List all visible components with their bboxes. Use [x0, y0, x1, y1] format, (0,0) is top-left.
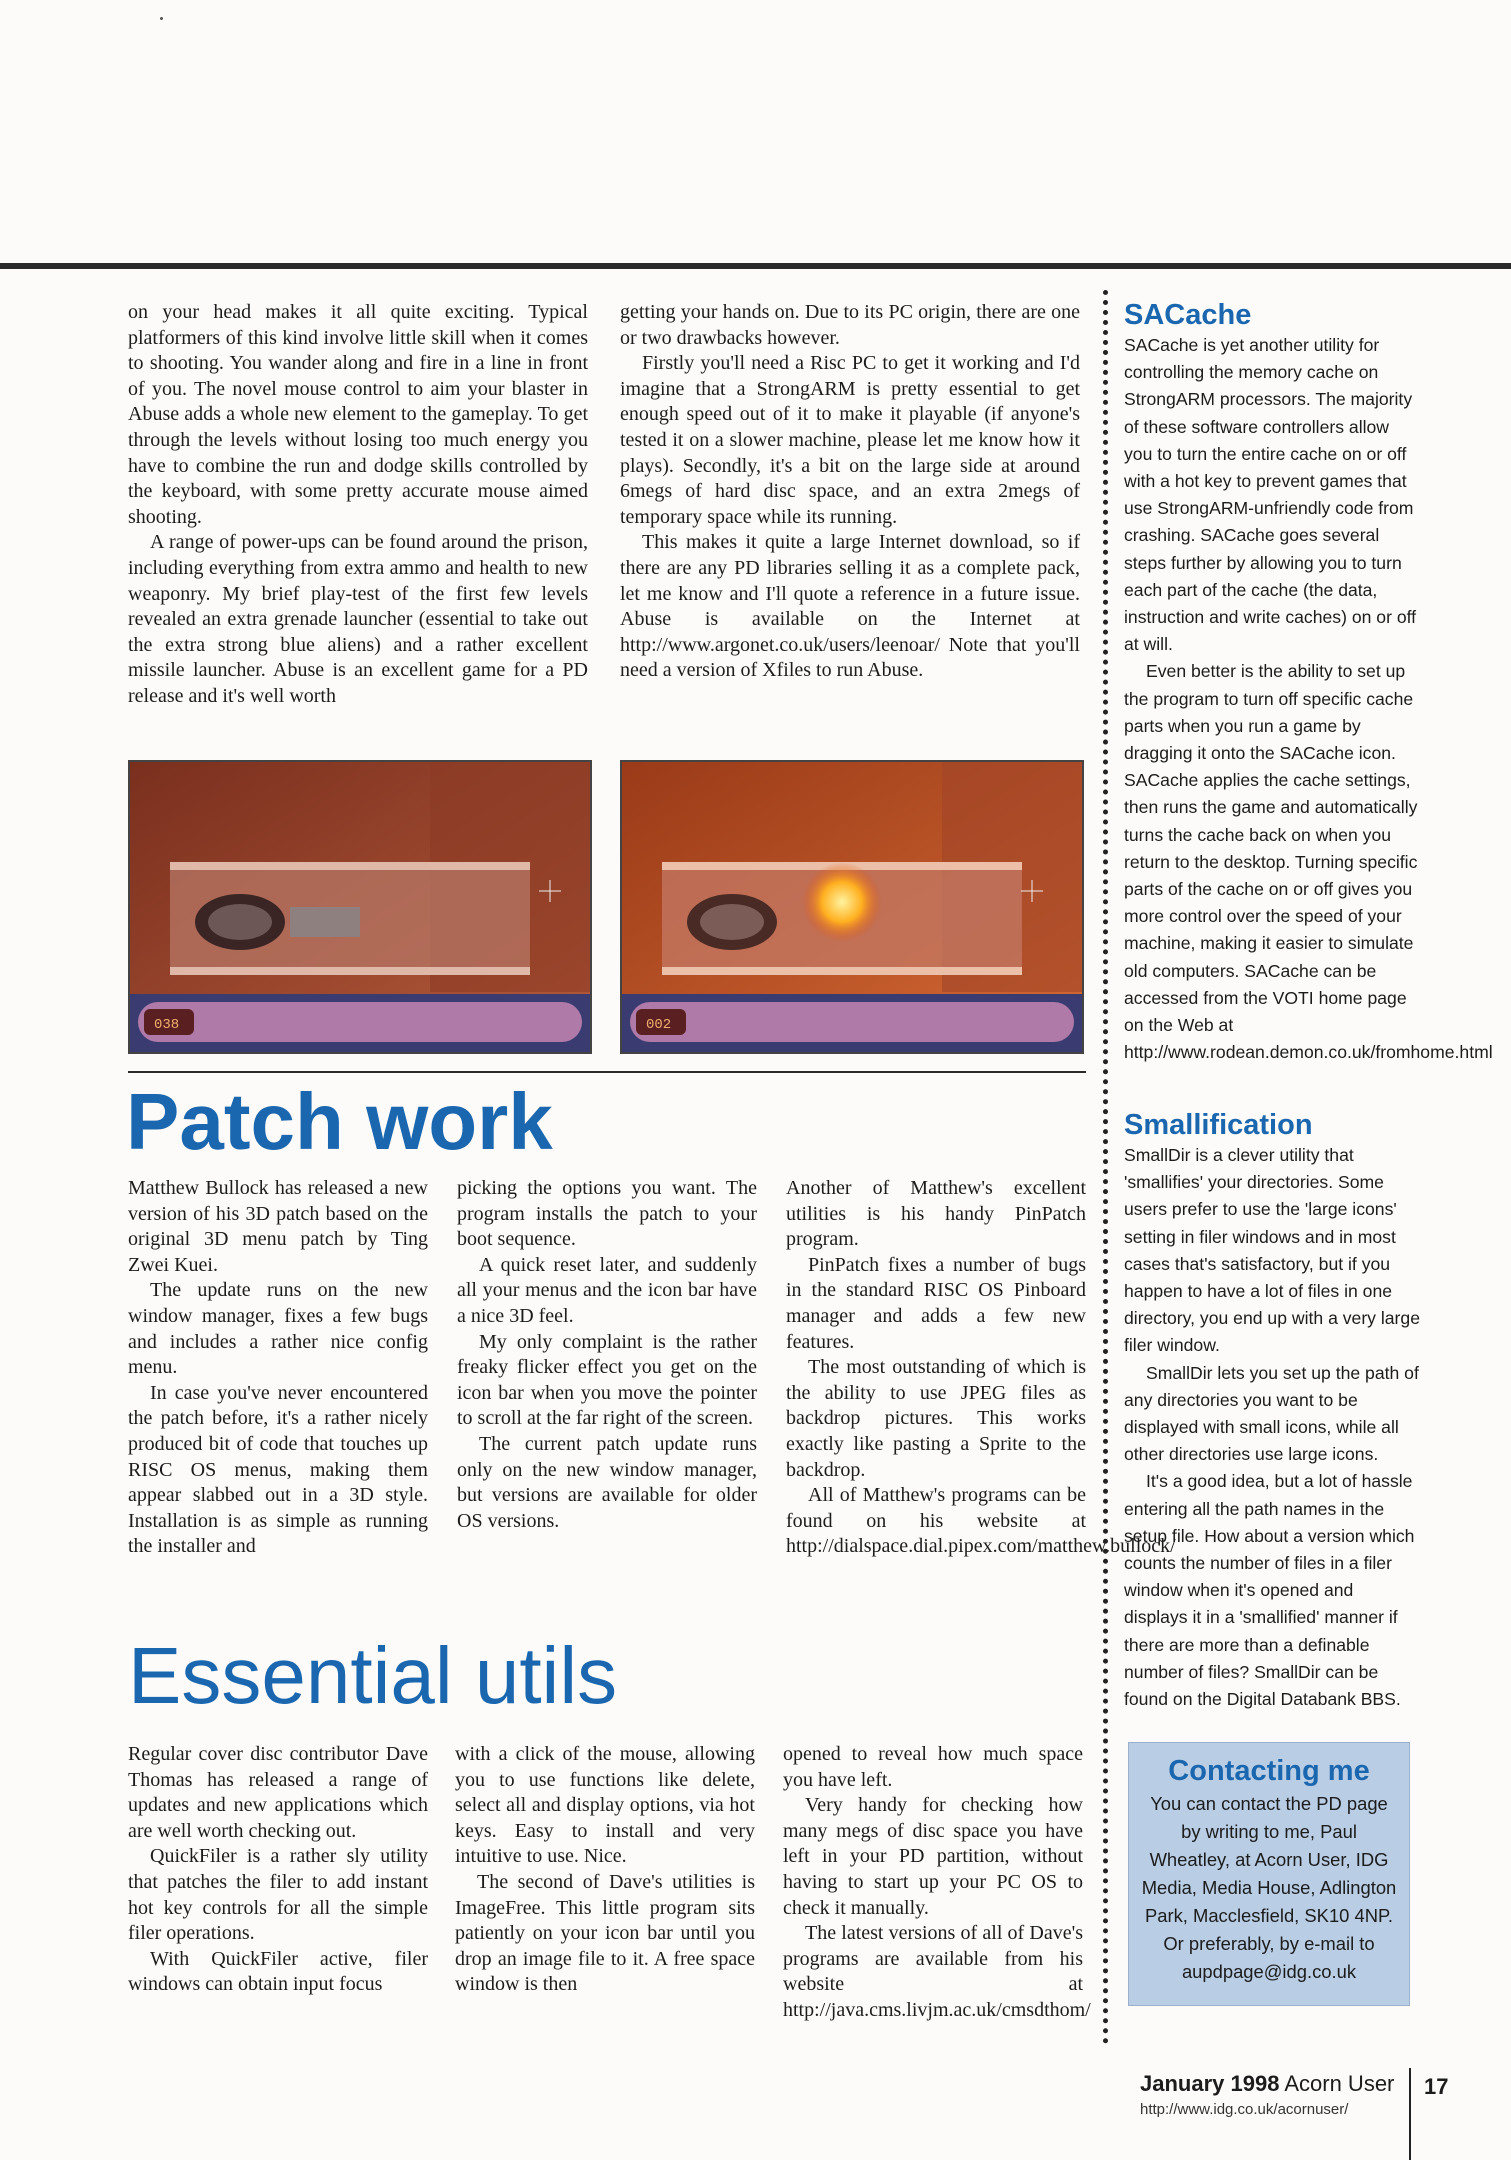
utils-column-3	[783, 1742, 1091, 2024]
patch-work-heading: Patch work	[126, 1077, 553, 1166]
abuse-screenshot-1	[128, 760, 592, 1054]
contact-box	[1128, 1742, 1410, 2006]
paragraph: PinPatch fixes a number of bugs in the standard RISC OS Pinboard manager and adds a few new features.	[786, 1253, 1086, 1353]
paragraph: picking the options you want. The program installs the patch to your boot sequence.	[457, 1177, 757, 1251]
paragraph: Matthew Bullock has released a new version of his 3D patch based on the original 3D menu patch by Ting Zwei Kuei.	[128, 1177, 428, 1276]
paragraph: The second of Dave's utilities is ImageFree. This little program sits patiently on your icon bar until you drop an image file to it. A free space window is then	[455, 1870, 755, 1996]
contact-text: You can contact the PD page by writing to me, Paul Wheatley, at Acorn User, IDG Media, Media House, Adlington Park, Macclesfield, SK10 4NP. Or preferably, by e-mail to aupdpage@idg.co.uk	[1141, 1793, 1397, 1982]
sacache-heading: SACache	[1124, 299, 1252, 331]
paragraph: The current patch update runs only on the new window manager, but versions are available for older OS versions.	[457, 1432, 757, 1532]
paragraph: My only complaint is the rather freaky flicker effect you get on the icon bar when you move the pointer to scroll at the far right of the screen.	[457, 1330, 757, 1430]
paragraph: getting your hands on. Due to its PC origin, there are one or two drawbacks however.	[620, 301, 1080, 349]
ammo-counter: 038	[154, 1017, 180, 1033]
contact-heading: Contacting me	[1168, 1755, 1370, 1787]
patch-column-2	[457, 1176, 757, 1534]
paragraph: QuickFiler is a rather sly utility that patches the filer to add instant hot key controls for all the simple filer operations.	[128, 1845, 428, 1945]
essential-utils-heading: Essential utils	[128, 1631, 618, 1720]
abuse-column-1	[128, 300, 588, 710]
paragraph: The latest versions of all of Dave's programs are available from his website at http://java.cms.livjm.ac.uk/cmsdthom/	[783, 1922, 1091, 2021]
paragraph: A range of power-ups can be found around the prison, including everything from extra ammo and health to new weaponry. My brief play-test of the first few levels revealed an extra grenade launcher (essential to take out the extra strong blue aliens) and a rather excellent missile launcher. Abuse is an excellent game for a PD release and it's well worth	[128, 531, 588, 707]
paragraph: A quick reset later, and suddenly all your menus and the icon bar have a nice 3D feel.	[457, 1253, 757, 1327]
paragraph: SmallDir lets you set up the path of any directories you want to be displayed with small icons, while all other directories use large icons.	[1124, 1362, 1419, 1465]
top-rule	[0, 263, 1511, 269]
utils-column-2	[455, 1742, 755, 1998]
paragraph: All of Matthew's programs can be found on his website at http://dialspace.dial.pipex.com/matthew.bullock/	[786, 1484, 1176, 1558]
paragraph: This makes it quite a large Internet download, so if there are any PD libraries selling it as a complete pack, let me know and I'll quote a reference in a future issue. Abuse is available on the Internet at http://www.argonet.co.uk/users/leenoar/ Note that you'll need a version of Xfiles to run Abuse.	[620, 531, 1080, 682]
patch-column-1	[128, 1176, 428, 1560]
paragraph: on your head makes it all quite exciting. Typical platformers of this kind involve little skill when it comes to shooting. You wander along and fire in a line in front of you. The novel mouse control to aim your blaster in Abuse adds a whole new element to the gameplay. To get through the levels without losing too much energy you have to combine the run and dodge skills controlled by the keyboard, with some pretty accurate mouse aimed shooting.	[128, 301, 588, 528]
paragraph: Even better is the ability to set up the program to turn off specific cache parts when you run a game by dragging it onto the SACache icon. SACache applies the cache settings, then runs the game and automatically turns the cache back on when you return to the desktop. Turning specific parts of the cache on or off gives you more control over the speed of your machine, making it easier to simulate old computers. SACache can be accessed from the VOTI home page on the Web at http://www.rodean.demon.co.uk/fromhome.html	[1124, 661, 1493, 1063]
abuse-column-2	[620, 300, 1080, 684]
paragraph: With QuickFiler active, filer windows can obtain input focus	[128, 1947, 428, 1996]
paragraph: SACache is yet another utility for controlling the memory cache on StrongARM processors. The majority of these software controllers allow you to turn the entire cache on or off with a hot key to prevent games that use StrongARM-unfriendly code from crashing. SACache goes several steps further by allowing you to turn each part of the cache (the data, instruction and write caches) on or off at will.	[1124, 335, 1417, 655]
paragraph: with a click of the mouse, allowing you to use functions like delete, select all and display options, via hot keys. Easy to install and very intuitive to use. Nice.	[455, 1743, 755, 1868]
paragraph: It's a good idea, but a lot of hassle entering all the path names in the setup file. How about a version which counts the number of files in a filer window when it's opened and displays it in a 'smallified' manner if there are more than a definable number of files? SmallDir can be found on the Digital Databank BBS.	[1124, 1471, 1415, 1710]
paragraph: In case you've never encountered the patch before, it's a rather nicely produced bit of code that touches up RISC OS menus, making them appear slabbed out in a 3D style. Installation is as simple as running the installer and	[128, 1381, 428, 1558]
paragraph: Another of Matthew's excellent utilities is his handy PinPatch program.	[786, 1177, 1086, 1251]
paragraph: SmallDir is a clever utility that 'smallifies' your directories. Some users prefer to use the 'large icons' setting in filer windows and in most cases that's satisfactory, but if you happen to have a lot of files in one directory, you end up with a very large filer window.	[1124, 1145, 1420, 1356]
paragraph: The update runs on the new window manager, fixes a few bugs and includes a rather nice config menu.	[128, 1279, 428, 1379]
footer-rule	[1409, 2068, 1411, 2160]
abuse-screenshot-2	[620, 760, 1084, 1054]
page-number: 17	[1424, 2074, 1449, 2099]
magazine-name: Acorn User	[1284, 2071, 1395, 2096]
sidebar-sacache	[1124, 298, 1493, 1066]
sidebar-smallification	[1124, 1108, 1420, 1713]
paragraph: Very handy for checking how many megs of disc space you have left in your PD partition, without having to start up your PC OS to check it manually.	[783, 1794, 1083, 1919]
patch-column-3	[786, 1176, 1176, 1560]
smallification-heading: Smallification	[1124, 1109, 1313, 1141]
utils-column-1	[128, 1742, 428, 1998]
page-footer	[1140, 2071, 1394, 2118]
paragraph: Firstly you'll need a Risc PC to get it working and I'd imagine that a StrongARM is pretty essential to get enough speed out of it to make it playable (if anyone's tested it on a slower machine, please let me know how it plays). Secondly, it's a bit on the large side at around 6megs of hard disc space, and an extra 2megs of temporary space while its running.	[620, 352, 1080, 528]
paragraph: The most outstanding of which is the ability to use JPEG files as backdrop pictures. This works exactly like pasting a Sprite to the backdrop.	[786, 1356, 1086, 1481]
paragraph: Regular cover disc contributor Dave Thomas has released a range of updates and new applications which are well worth checking out.	[128, 1743, 428, 1842]
paragraph: opened to reveal how much space you have left.	[783, 1743, 1083, 1791]
print-speck	[160, 17, 163, 20]
ammo-counter: 002	[646, 1017, 672, 1033]
magazine-url: http://www.idg.co.uk/acornuser/	[1140, 2101, 1349, 2118]
issue-date: January 1998	[1140, 2071, 1280, 2096]
sidebar-divider	[1103, 290, 1108, 2045]
